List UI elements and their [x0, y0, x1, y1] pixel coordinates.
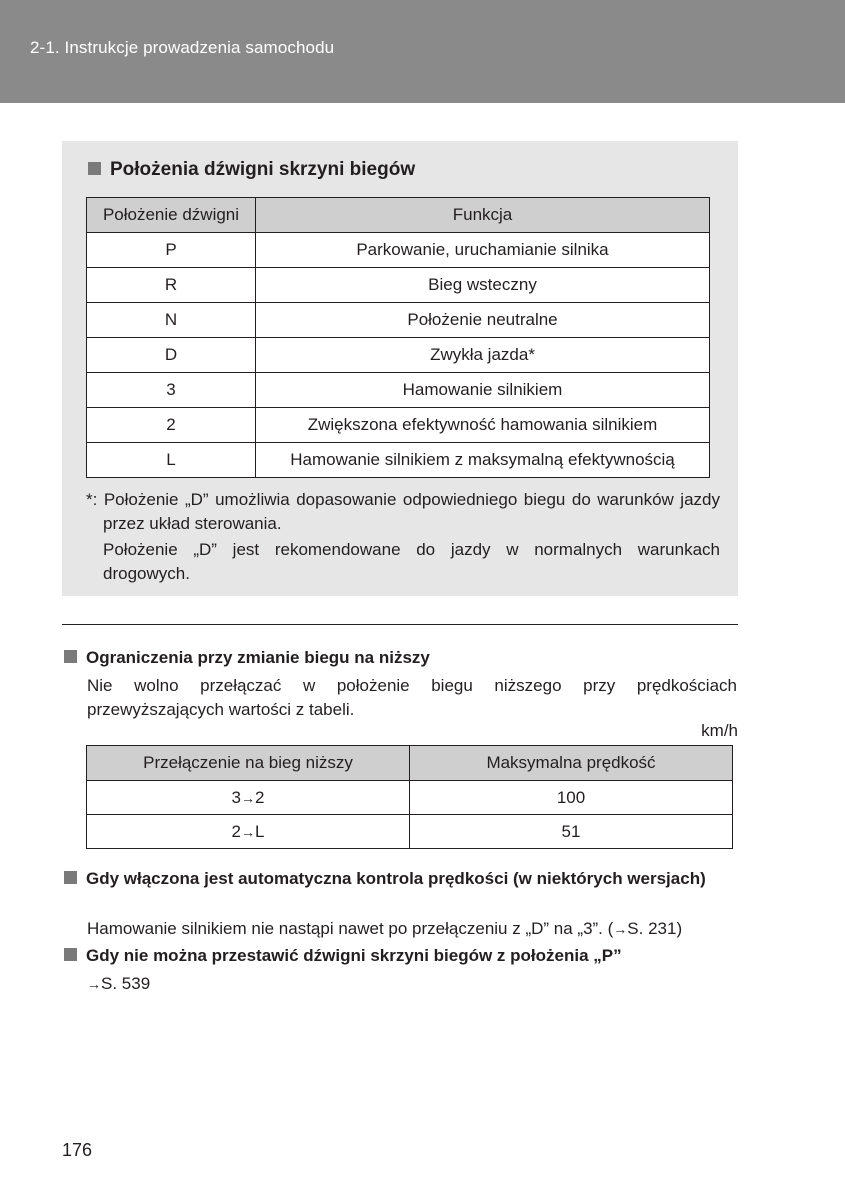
speed-unit: km/h [701, 721, 738, 740]
page-number: 176 [62, 1140, 93, 1160]
shift-lock-heading-text: Gdy nie można przestawić dźwigni skrzyni biegów z położenia „P” [86, 946, 622, 965]
arrow-right-icon: → [241, 789, 255, 806]
table-row [87, 233, 710, 268]
table-row [87, 268, 710, 303]
footnote: *: Położenie „D” umożliwia dopasowanie odpowiedniego biegu do warunków jazdy przez układ sterowania. [86, 490, 720, 533]
table-cell: L [87, 443, 256, 478]
table-cell: Zwykła jazda* [256, 338, 710, 373]
column-header: Położenie dźwigni [87, 198, 256, 233]
cruise-control-text: Hamowanie silnikiem nie nastąpi nawet po przełączeniu z „D” na „3”. (→S. 231) [87, 919, 683, 938]
column-header: Funkcja [256, 198, 710, 233]
page-reference-link[interactable]: S. 231) [627, 919, 683, 938]
column-header: Przełączenie na bieg niższy [87, 746, 410, 781]
downshift-table [86, 745, 733, 849]
gear-positions-heading [88, 159, 415, 181]
table-row [87, 408, 710, 443]
shift-lock-reference [87, 972, 150, 996]
table-cell: 100 [410, 781, 733, 815]
arrow-right-icon: → [241, 823, 255, 840]
page-reference-link[interactable]: S. 539 [101, 974, 151, 993]
footnote-continued: Położenie „D” jest rekomendowane do jazdy w normalnych warunkach drogowych. [103, 540, 720, 583]
square-bullet-icon [64, 948, 77, 961]
table-cell: 3 [87, 373, 256, 408]
downshift-limits-heading-text: Ograniczenia przy zmianie biegu na niższy [86, 648, 430, 667]
table-cell: N [87, 303, 256, 338]
gear-positions-heading-text: Położenia dźwigni skrzyni biegów [110, 159, 416, 180]
table-cell: Bieg wsteczny [256, 268, 710, 303]
table-row [87, 781, 733, 815]
downshift-limits-text: Nie wolno przełączać w położenie biegu niższego przy prędkościach przewyższających wartości z tabeli. [87, 676, 737, 719]
column-header: Maksymalna prędkość [410, 746, 733, 781]
cruise-control-heading-text: Gdy włączona jest automatyczna kontrola prędkości (w niektórych wersjach) [86, 869, 706, 888]
table-header-row [87, 746, 733, 781]
gear-positions-table [86, 197, 710, 478]
downshift-limits-heading [64, 646, 430, 670]
table-cell: 3→2 [87, 781, 410, 815]
cruise-control-heading [64, 867, 738, 891]
table-cell: Hamowanie silnikiem [256, 373, 710, 408]
table-row [87, 338, 710, 373]
table-cell: Zwiększona efektywność hamowania silnikiem [256, 408, 710, 443]
table-cell: 2 [87, 408, 256, 443]
page-header [0, 0, 845, 103]
table-header-row [87, 198, 710, 233]
table-cell: R [87, 268, 256, 303]
table-row [87, 303, 710, 338]
shift-lock-heading [64, 944, 622, 968]
table-cell: P [87, 233, 256, 268]
section-divider [62, 624, 738, 625]
table-cell: 2→L [87, 815, 410, 849]
table-cell: D [87, 338, 256, 373]
square-bullet-icon [64, 650, 77, 663]
chapter-title: 2-1. Instrukcje prowadzenia samochodu [30, 38, 335, 57]
square-bullet-icon [64, 871, 77, 884]
table-cell: Położenie neutralne [256, 303, 710, 338]
table-cell: Hamowanie silnikiem z maksymalną efektywnością [256, 443, 710, 478]
table-row [87, 815, 733, 849]
table-cell: Parkowanie, uruchamianie silnika [256, 233, 710, 268]
table-row [87, 443, 710, 478]
table-cell: 51 [410, 815, 733, 849]
arrow-right-icon: → [613, 921, 628, 937]
square-bullet-icon [88, 162, 101, 175]
arrow-right-icon: → [87, 976, 101, 992]
table-row [87, 373, 710, 408]
